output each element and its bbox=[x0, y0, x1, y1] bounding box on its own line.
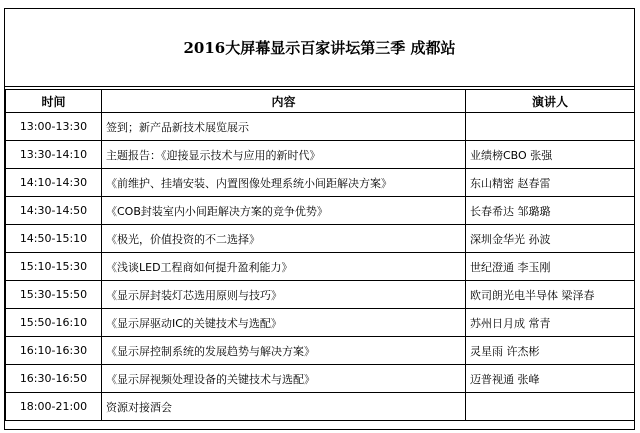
row-speaker: 东山精密 赵春雷 bbox=[466, 169, 635, 197]
row-time: 13:30-14:10 bbox=[6, 141, 102, 169]
row-speaker: 苏州日月成 常青 bbox=[466, 309, 635, 337]
row-speaker: 欧司朗光电半导体 梁泽春 bbox=[466, 281, 635, 309]
table-row bbox=[6, 309, 635, 337]
table-row bbox=[6, 281, 635, 309]
row-speaker: 世纪澄通 李玉刚 bbox=[466, 253, 635, 281]
row-content: 《COB封装室内小间距解决方案的竞争优势》 bbox=[102, 197, 466, 225]
table-row bbox=[6, 393, 635, 421]
schedule-frame bbox=[4, 8, 635, 430]
table-row bbox=[6, 225, 635, 253]
row-speaker: 深圳金华光 孙波 bbox=[466, 225, 635, 253]
schedule-table bbox=[5, 89, 635, 421]
table-row bbox=[6, 169, 635, 197]
page-title: 2016大屏幕显示百家讲坛第三季 成都站 bbox=[5, 9, 634, 87]
row-content: 资源对接酒会 bbox=[102, 393, 466, 421]
row-time: 18:00-21:00 bbox=[6, 393, 102, 421]
header-time: 时间 bbox=[6, 90, 102, 113]
table-row bbox=[6, 113, 635, 141]
row-speaker: 灵星雨 许杰彬 bbox=[466, 337, 635, 365]
row-time: 16:30-16:50 bbox=[6, 365, 102, 393]
row-speaker: 长春希达 邹璐璐 bbox=[466, 197, 635, 225]
row-time: 14:50-15:10 bbox=[6, 225, 102, 253]
row-time: 15:10-15:30 bbox=[6, 253, 102, 281]
table-row bbox=[6, 365, 635, 393]
row-content: 签到；新产品新技术展览展示 bbox=[102, 113, 466, 141]
row-time: 13:00-13:30 bbox=[6, 113, 102, 141]
table-row bbox=[6, 253, 635, 281]
row-speaker bbox=[466, 393, 635, 421]
row-content: 《浅谈LED工程商如何提升盈利能力》 bbox=[102, 253, 466, 281]
row-time: 14:10-14:30 bbox=[6, 169, 102, 197]
row-content: 《极光，价值投资的不二选择》 bbox=[102, 225, 466, 253]
header-content: 内容 bbox=[102, 90, 466, 113]
row-speaker: 迈普视通 张峰 bbox=[466, 365, 635, 393]
row-content: 《显示屏控制系统的发展趋势与解决方案》 bbox=[102, 337, 466, 365]
table-row bbox=[6, 337, 635, 365]
table-row bbox=[6, 197, 635, 225]
table-header-row bbox=[6, 90, 635, 113]
row-speaker: 业绩榜CBO 张强 bbox=[466, 141, 635, 169]
row-time: 15:50-16:10 bbox=[6, 309, 102, 337]
row-time: 14:30-14:50 bbox=[6, 197, 102, 225]
row-content: 《显示屏视频处理设备的关键技术与选配》 bbox=[102, 365, 466, 393]
table-row bbox=[6, 141, 635, 169]
header-speaker: 演讲人 bbox=[466, 90, 635, 113]
row-time: 15:30-15:50 bbox=[6, 281, 102, 309]
row-content: 《显示屏驱动IC的关键技术与选配》 bbox=[102, 309, 466, 337]
row-time: 16:10-16:30 bbox=[6, 337, 102, 365]
row-content: 《显示屏封装灯芯选用原则与技巧》 bbox=[102, 281, 466, 309]
row-speaker bbox=[466, 113, 635, 141]
row-content: 主题报告：《迎接显示技术与应用的新时代》 bbox=[102, 141, 466, 169]
row-content: 《前维护、挂墙安装、内置图像处理系统小间距解决方案》 bbox=[102, 169, 466, 197]
